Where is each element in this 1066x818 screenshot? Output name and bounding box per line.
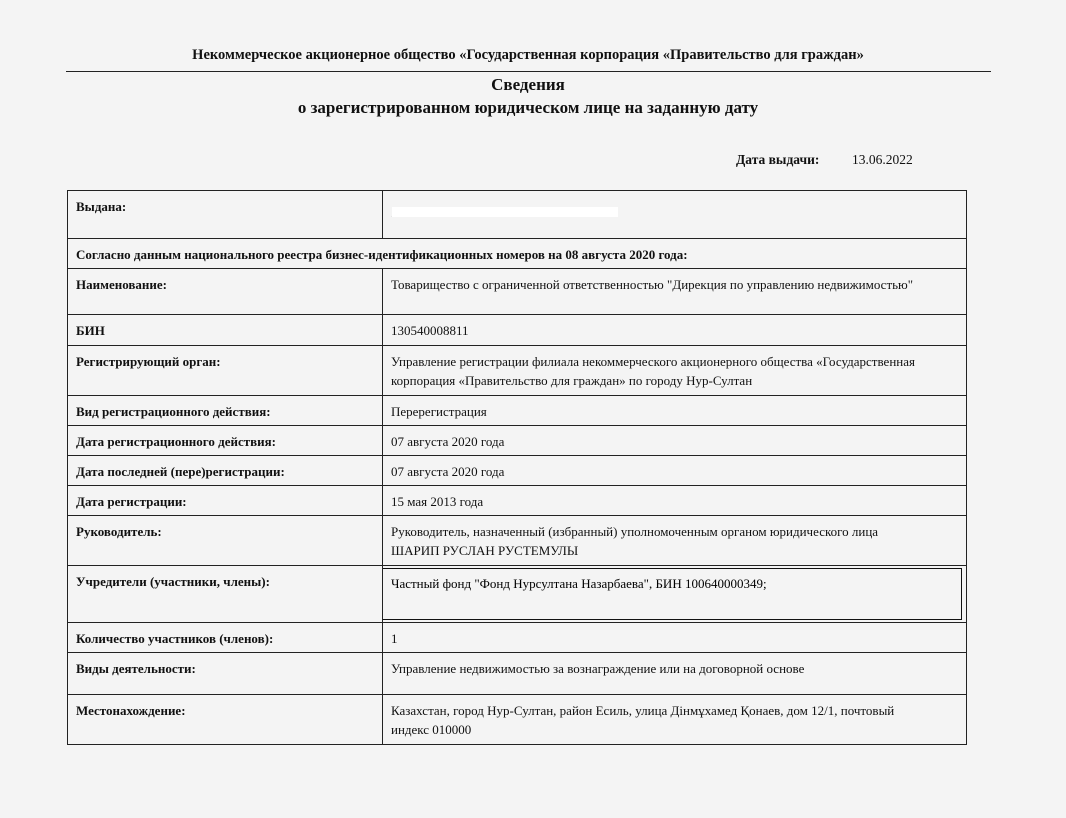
field-value: 130540008811 — [383, 315, 967, 346]
registry-note: Согласно данным национального реестра бизнес-идентификационных номеров на 08 августа 2020 года: — [68, 239, 967, 269]
table-row — [68, 653, 967, 695]
issue-date-label: Дата выдачи: — [736, 152, 820, 167]
field-value: Товарищество с ограниченной ответственностью "Дирекция по управлению недвижимостью" — [383, 269, 967, 315]
field-label: Дата последней (пере)регистрации: — [68, 456, 383, 486]
field-label: Вид регистрационного действия: — [68, 396, 383, 426]
issued-to-label: Выдана: — [68, 191, 383, 239]
field-value: 07 августа 2020 года — [383, 456, 967, 486]
field-value: Перерегистрация — [383, 396, 967, 426]
field-value: 07 августа 2020 года — [383, 426, 967, 456]
header-divider — [66, 71, 991, 72]
field-value: Казахстан, город Нур-Султан, район Есиль, улица Дінмұхамед Қонаев, дом 12/1, почтовый индекс 010000 — [383, 695, 967, 745]
table-row — [68, 695, 967, 745]
field-label: Дата регистрации: — [68, 486, 383, 516]
field-label: Виды деятельности: — [68, 653, 383, 695]
issue-date-value: 13.06.2022 — [852, 152, 913, 167]
field-label: Местонахождение: — [68, 695, 383, 745]
document-subtitle: о зарегистрированном юридическом лице на заданную дату — [297, 98, 759, 117]
field-label: Наименование: — [68, 269, 383, 315]
table-row — [68, 346, 967, 396]
founders-box: Частный фонд "Фонд Нурсултана Назарбаева", БИН 100640000349; — [382, 568, 962, 620]
field-value: Управление регистрации филиала некоммерческого акционерного общества «Государственная корпорация «Правительство для граждан» по городу Нур-Султан — [383, 346, 967, 396]
table-row — [68, 623, 967, 653]
field-label: Регистрирующий орган: — [68, 346, 383, 396]
field-value: 15 мая 2013 года — [383, 486, 967, 516]
field-value: 1 — [383, 623, 967, 653]
field-label: БИН — [68, 315, 383, 346]
info-table — [67, 190, 967, 745]
table-row — [68, 426, 967, 456]
field-label: Количество участников (членов): — [68, 623, 383, 653]
table-row — [68, 486, 967, 516]
table-row — [68, 516, 967, 566]
field-label: Руководитель: — [68, 516, 383, 566]
table-row — [68, 191, 967, 239]
table-row — [68, 315, 967, 346]
field-value: Управление недвижимостью за вознаграждение или на договорной основе — [383, 653, 967, 695]
field-value — [383, 566, 967, 623]
field-label: Дата регистрационного действия: — [68, 426, 383, 456]
redacted-block — [392, 207, 618, 217]
table-row — [68, 239, 967, 269]
table-row — [68, 566, 967, 623]
field-label: Учредители (участники, члены): — [68, 566, 383, 623]
table-row — [68, 456, 967, 486]
table-row — [68, 269, 967, 315]
issued-to-value — [383, 191, 967, 239]
field-value: Руководитель, назначенный (избранный) уполномоченным органом юридического лица ШАРИП РУСЛАН РУСТЕМУЛЫ — [383, 516, 967, 566]
document-title: Сведения — [491, 75, 565, 94]
table-row — [68, 396, 967, 426]
organization-header: Некоммерческое акционерное общество «Государственная корпорация «Правительство для граждан» — [192, 47, 864, 63]
